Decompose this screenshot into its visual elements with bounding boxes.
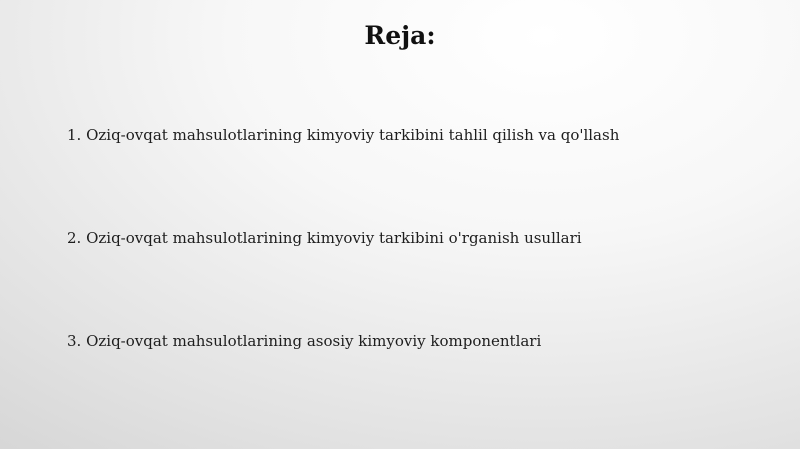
plan-item-1: 1. Oziq-ovqat mahsulotlarining kimyoviy tarkibini tahlil qilish va qo'llash — [67, 126, 620, 144]
plan-item-3: 3. Oziq-ovqat mahsulotlarining asosiy kimyoviy komponentlari — [67, 332, 542, 350]
slide-title: Reja: — [364, 21, 436, 50]
plan-item-2: 2. Oziq-ovqat mahsulotlarining kimyoviy tarkibini o'rganish usullari — [67, 229, 582, 247]
